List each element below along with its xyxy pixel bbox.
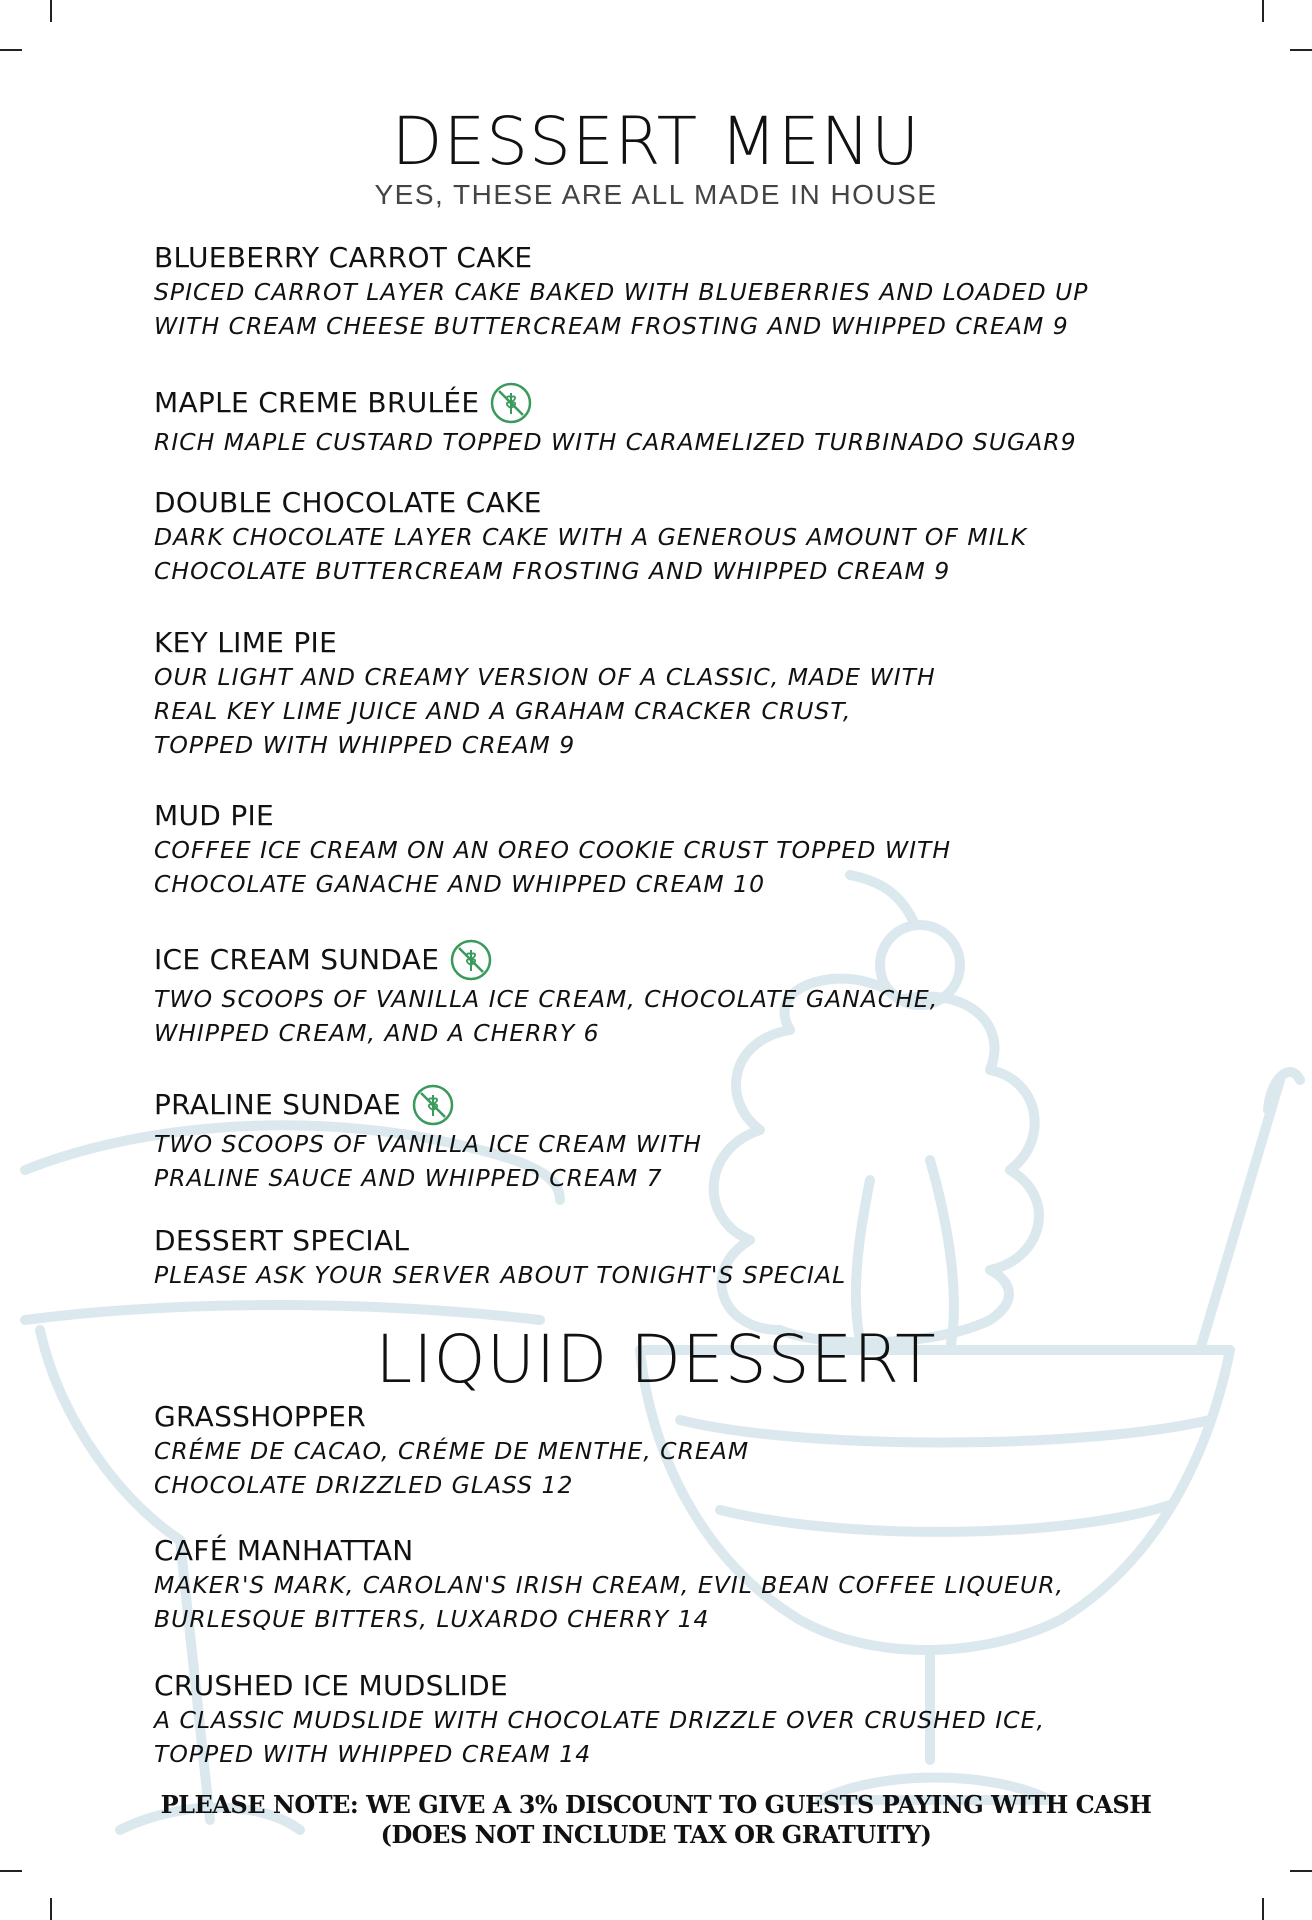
menu-item: [154, 1083, 1154, 1195]
item-name: PRALINE SUNDAE: [154, 1088, 402, 1121]
item-description: A CLASSIC MUDSLIDE WITH CHOCOLATE DRIZZLE OVER CRUSHED ICE, TOPPED WITH WHIPPED CREAM 14: [154, 1706, 1045, 1768]
item-name: BLUEBERRY CARROT CAKE: [154, 241, 533, 274]
menu-item: [154, 1534, 1154, 1636]
page-title: DESSERT MENU: [391, 103, 921, 180]
menu-item: [154, 1400, 1154, 1502]
menu-item: [154, 1669, 1154, 1771]
item-description: CRÉME DE CACAO, CRÉME DE MENTHE, CREAM CHOCOLATE DRIZZLED GLASS 12: [154, 1437, 750, 1499]
menu-item: [154, 381, 1154, 459]
menu-item: [154, 241, 1154, 343]
gluten-free-icon: [449, 938, 493, 982]
item-description: SPICED CARROT LAYER CAKE BAKED WITH BLUEBERRIES AND LOADED UP WITH CREAM CHEESE BUTTERCREAM FROSTING AND WHIPPED CREAM 9: [154, 278, 1089, 340]
item-name: DOUBLE CHOCOLATE CAKE: [154, 486, 542, 519]
item-name: MAPLE CREME BRULÉE: [154, 386, 480, 419]
menu-item: [154, 799, 1154, 901]
menu-item: [154, 486, 1154, 588]
page-subtitle: YES, THESE ARE ALL MADE IN HOUSE: [374, 179, 938, 210]
item-name: KEY LIME PIE: [154, 626, 338, 659]
item-description: TWO SCOOPS OF VANILLA ICE CREAM WITH PRALINE SAUCE AND WHIPPED CREAM 7: [154, 1130, 702, 1192]
item-name: ICE CREAM SUNDAE: [154, 943, 440, 976]
item-description: RICH MAPLE CUSTARD TOPPED WITH CARAMELIZED TURBINADO SUGAR9: [154, 428, 1077, 456]
item-description: TWO SCOOPS OF VANILLA ICE CREAM, CHOCOLATE GANACHE, WHIPPED CREAM, AND A CHERRY 6: [154, 985, 939, 1047]
menu-item: [154, 1224, 1154, 1292]
item-name: GRASSHOPPER: [154, 1400, 367, 1433]
menu-item: [154, 626, 1154, 762]
item-name: CRUSHED ICE MUDSLIDE: [154, 1669, 508, 1702]
item-name: DESSERT SPECIAL: [154, 1224, 410, 1257]
item-description: PLEASE ASK YOUR SERVER ABOUT TONIGHT'S SPECIAL: [154, 1261, 847, 1289]
item-name: MUD PIE: [154, 799, 275, 832]
section-title-liquid-dessert: LIQUID DESSERT: [375, 1321, 937, 1398]
note-line: (DOES NOT INCLUDE TAX OR GRATUITY): [380, 1820, 932, 1849]
gluten-free-icon: [411, 1083, 455, 1127]
item-name: CAFÉ MANHATTAN: [154, 1534, 414, 1567]
menu-item: [154, 938, 1154, 1050]
item-description: COFFEE ICE CREAM ON AN OREO COOKIE CRUST TOPPED WITH CHOCOLATE GANACHE AND WHIPPED CREAM 10: [154, 836, 952, 898]
item-description: MAKER'S MARK, CAROLAN'S IRISH CREAM, EVIL BEAN COFFEE LIQUEUR, BURLESQUE BITTERS, LUXARDO CHERRY 14: [154, 1571, 1065, 1633]
cash-discount-note: [0, 1790, 1312, 1850]
note-line: PLEASE NOTE: WE GIVE A 3% DISCOUNT TO GUESTS PAYING WITH CASH: [160, 1790, 1152, 1819]
item-description: DARK CHOCOLATE LAYER CAKE WITH A GENEROUS AMOUNT OF MILK CHOCOLATE BUTTERCREAM FROSTING AND WHIPPED CREAM 9: [154, 523, 1028, 585]
item-description: OUR LIGHT AND CREAMY VERSION OF A CLASSIC, MADE WITH REAL KEY LIME JUICE AND A GRAHAM CRACKER CRUST, TOPPED WITH WHIPPED CREAM 9: [154, 663, 936, 759]
gluten-free-icon: [489, 381, 533, 425]
